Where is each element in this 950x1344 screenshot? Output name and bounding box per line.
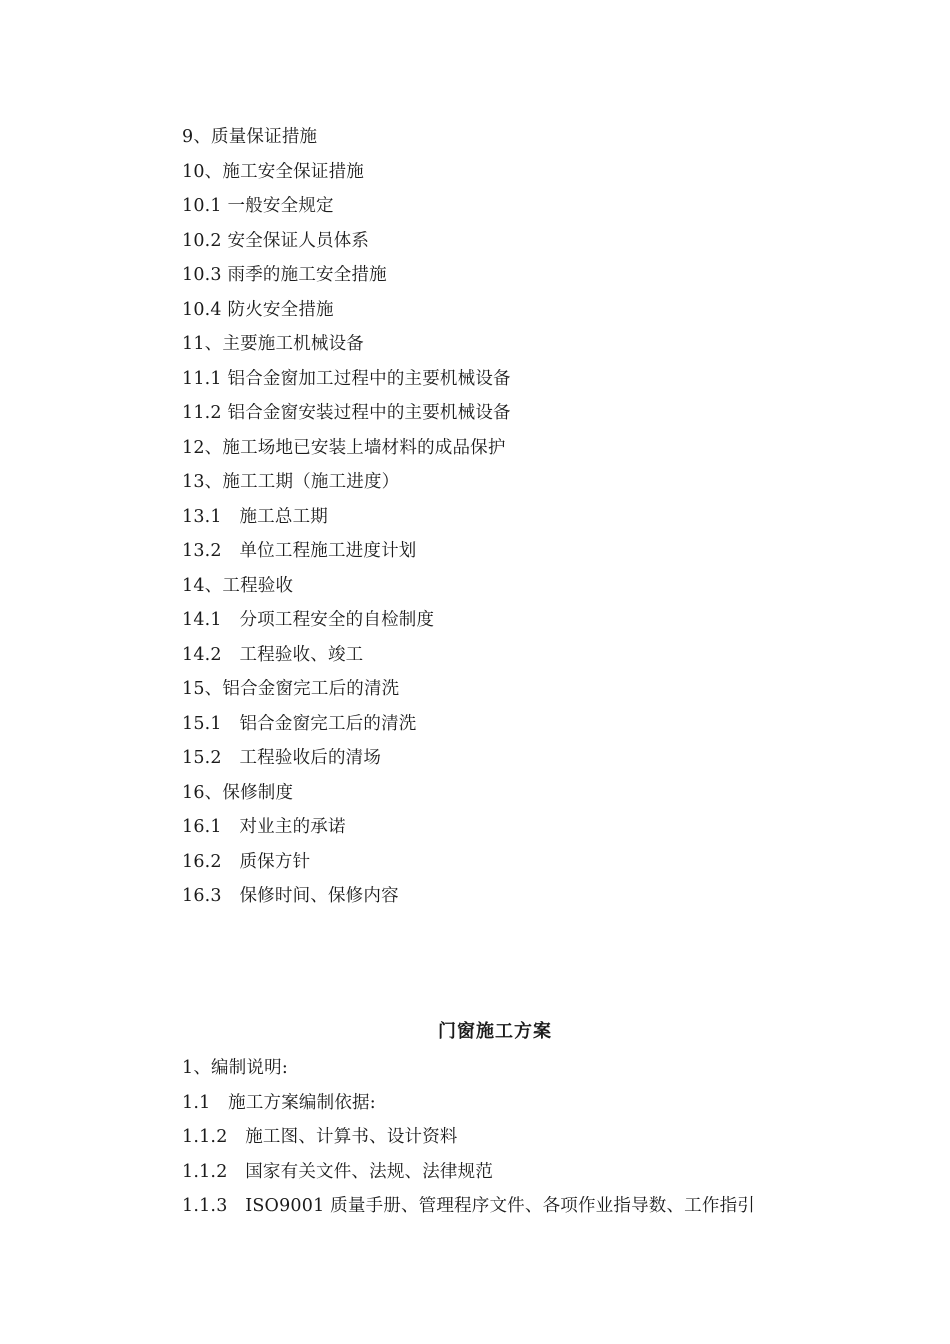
toc-line: 16.2 质保方针 <box>182 851 311 872</box>
toc-line: 10.4 防火安全措施 <box>182 299 334 320</box>
toc-line: 13.1 施工总工期 <box>182 506 328 527</box>
body-line: 1.1.3 ISO9001 质量手册、管理程序文件、各项作业指导数、工作指引 <box>182 1196 755 1216</box>
body-line: 1、编制说明: <box>182 1058 288 1078</box>
toc-line: 10.1 一般安全规定 <box>182 196 334 216</box>
toc-line: 15、铝合金窗完工后的清洗 <box>182 679 400 699</box>
body-line: 1.1.2 施工图、计算书、设计资料 <box>182 1127 458 1147</box>
toc-line: 14、工程验收 <box>182 575 294 596</box>
document-body <box>182 1051 882 1224</box>
toc-line: 15.1 铝合金窗完工后的清洗 <box>182 713 417 734</box>
toc-line: 11.2 铝合金窗安装过程中的主要机械设备 <box>182 403 511 423</box>
document-title: 门窗施工方案 <box>438 1021 552 1042</box>
toc-line: 16.1 对业主的承诺 <box>182 817 346 837</box>
toc-line: 15.2 工程验收后的清场 <box>182 748 382 768</box>
toc-line: 13、施工工期（施工进度） <box>182 472 400 492</box>
toc-line: 11、主要施工机械设备 <box>182 334 364 354</box>
toc-line: 10.3 雨季的施工安全措施 <box>182 265 387 285</box>
body-line: 1.1.2 国家有关文件、法规、法律规范 <box>182 1161 494 1182</box>
toc-line: 14.2 工程验收、竣工 <box>182 644 364 665</box>
toc-line: 12、施工场地已安装上墙材料的成品保护 <box>182 437 506 458</box>
toc-line: 16、保修制度 <box>182 782 294 803</box>
toc-line: 13.2 单位工程施工进度计划 <box>182 541 417 561</box>
toc-line: 14.1 分项工程安全的自检制度 <box>182 610 435 630</box>
table-of-contents <box>182 120 862 914</box>
toc-line: 11.1 铝合金窗加工过程中的主要机械设备 <box>182 368 511 389</box>
toc-line: 10、施工安全保证措施 <box>182 161 364 182</box>
toc-line: 16.3 保修时间、保修内容 <box>182 886 399 906</box>
toc-line: 9、质量保证措施 <box>182 127 318 147</box>
toc-line: 10.2 安全保证人员体系 <box>182 230 370 251</box>
body-line: 1.1 施工方案编制依据: <box>182 1092 376 1113</box>
